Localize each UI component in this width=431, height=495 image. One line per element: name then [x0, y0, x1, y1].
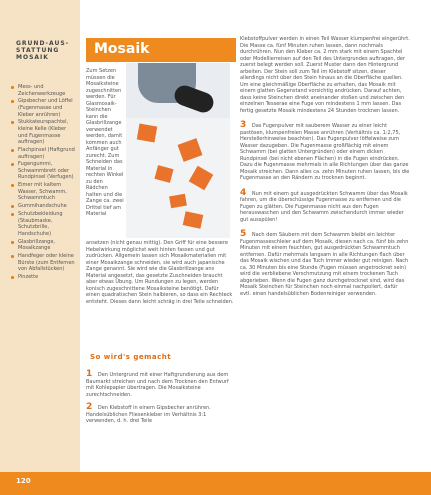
list-item: Handfeger oder kleine Bürste (zum Entfernen von Abfallstücken) [10, 253, 76, 273]
list-item: Pinzette [10, 274, 76, 281]
page-title: Mosaik [94, 41, 150, 57]
intro-text: Zum Setzen müssen die Mosaiksteine zugeschnitten werden. Für Glasmosaik-Steinchen kann die Glasbrillzange verwendet werden, damit kommen auch Anfänger gut zurecht. Zum Schneiden das Material in rechten Winkel zu den Rädchen halten und die Zange ca. zwei Drittel tief am Material [86, 68, 124, 217]
step-4 [240, 187, 410, 224]
intro-text-continued: ansetzen (nicht genau mittig). Den Griff für eine bessere Hebelwirkung möglichst weit hinten fassen und gut zudrücken. Allgemein lassen sich Mosaikmaterialien mit einer Mosaikzange schneiden, sie wird auch japanische Zange genannt. Sie wird wie die Glasbrillzange ans Material angesetzt, das gesetzte Zuschneiden braucht aber etwas Übung. Um Rundungen zu legen, werden konisch zugeschnittene Mosaiksteine benötigt. Dafür einen quadratischen Stein halbieren, so dass ein Rechteck entsteht. Dieses dann leicht schräg in drei Teile schneiden. [86, 240, 234, 305]
list-item: Schutzbekleidung (Staubmaske, Schutzbrille, Handschuhe) [10, 211, 76, 237]
step-text: Nun mit einem gut ausgedrückten Schwamm über das Mosaik fahren, um die überschüssige Fugenmasse zu entfernen und die Fugen zu glätten. Die Fugenmasse nicht aus den Fugen herauswaschen und den Schwamm zwischendurch immer wieder gut ausspülen! [240, 190, 408, 223]
list-item: Gummihandschuhe [10, 203, 76, 210]
step-number: 3 [240, 120, 247, 130]
page-footer [0, 472, 431, 495]
list-item: Glasbrillzange, Mosaikzange [10, 239, 76, 252]
list-item: Flachpinsel (Haftgrund auftragen) [10, 147, 76, 160]
list-item: Gipsbecher und Löffel (Fugenmasse und Kleber anrühren) [10, 98, 76, 118]
step-number: 1 [86, 369, 93, 379]
sidebar [0, 0, 80, 472]
step-number: 4 [240, 187, 247, 198]
instructions-heading [86, 353, 236, 361]
mosaic-tile [137, 124, 158, 143]
right-column [240, 36, 410, 305]
step-2 [86, 404, 236, 425]
equipment-list [10, 84, 76, 282]
paragraph-continued: Klebstoffpulver werden in einen Teil Wasser klumpenfrei eingerührt. Die Masse ca. fünf Minuten ruhen lassen, dann nochmals durchrühren. Nun den Kleber ca. 2 mm stark mit einem Spachtel oder Modellierreisen auf den Teil des Untergrundes auftragen, der zuerst belegt werden soll. Zuerst Muster dann den Hintergrund arbeiten. Der Stein soll zum Teil im Klebstoff sitzen, dieser allerdings nicht über den Stein hinaus an die Oberfläche quellen. Um eine gleichmäßige Oberfläche zu erhalten, das Mosaik mit einem glatten Gegenstand vorsichtig andrücken. Darauf achten, dass keine Steinchen direkt aneinander stoßen und zwischen den einzelnen Tesserae eine Fuge von mindestens 1 mm lassen. Das fertig gesetzte Mosaik mindestens 24 Stunden trocknen lassen. [240, 36, 410, 114]
page-title-bar [86, 38, 236, 62]
step-text: Nach dem Säubern mit dem Schwamm bleibt ein leichter Fugenmasseschleier auf dem Mosaik, diesen nach ca. fünf bis zehn Minuten mit einem feuchten, gut ausgedrückten Schwammtuch entfernen. Dafür mehrmals langsam in alle Richtungen flach über das Mosaik wischen und das Tuch immer wieder gut reinigen. Nach ca. 30 Minuten bis eine Stunde (Fugen müssen angetrocknet sein) wird die verbliebene Verschmutzung mit einem trockenen Tuch abgerieben. Wenn die Fugen ganz durchgetrocknet sind, wird das Mosaik Steinchen für Steinchen noch einmal nachpoliert, dafür evtl. einen handelsüblichen Bodenreiniger verwenden. [240, 232, 409, 297]
step-text: Das Fugenpulver mit sauberem Wasser zu einer leicht pastösen, klumpenfreien Masse anrühren (Verhältnis ca. 1:2,75, Herstellerhinweise beachten). Das Fugenpulver löffelweise zum Wasser dazugeben. Die Fugenmasse großflächig mit einem Schwamm (bei glatten Untergründen) oder einem dicken Rundpinsel (bei nicht ebenen Flächen) in die Fugen eindrücken. Dazu die Fugenmasse mehrmals in alle Richtungen über das ganze Mosaik streichen. Dann alles ca. zehn Minuten ruhen lassen, bis die Fugenmasse an den Rändern zu trocknen beginnt. [240, 123, 410, 181]
sidebar-heading: GRUND-AUS-STATTUNG MOSAIK [16, 40, 70, 61]
list-item: Mess- und Zeichenwerkzeuge [10, 84, 76, 97]
step-text: Den Klebstoff in einem Gipsbecher anrühren. Handelsüblichen Fliesenkleber im Verhältnis 3:1 verwenden, d. h. drei Teile [86, 405, 211, 424]
step-3 [240, 122, 410, 182]
step-1 [86, 371, 236, 398]
instructions-section [86, 353, 236, 431]
step-5 [240, 231, 410, 297]
step-number: 5 [240, 229, 247, 239]
mosaic-photo [126, 63, 230, 238]
list-item: Fugengummi, Schwammbrett oder Rundpinsel (Verfugen) [10, 161, 76, 181]
list-item: Stukkateurspachtel, kleine Kelle (Kleber und Fugenmasse auftragen) [10, 119, 76, 145]
page-number: 120 [16, 477, 31, 485]
instructions-heading-text: So wird's gemacht [90, 353, 172, 361]
step-number: 2 [86, 402, 93, 412]
step-text: Den Untergrund mit einer Haftgrundierung aus dem Baumarkt streichen und nach dem Trocknen den Entwurf mit Kohlepapier übertragen. Die Mosaiksteine zurechtschneiden. [86, 372, 229, 398]
list-item: Eimer mit kaltem Wasser, Schwamm, Schwammtuch [10, 182, 76, 202]
bottle-tip [172, 83, 216, 115]
